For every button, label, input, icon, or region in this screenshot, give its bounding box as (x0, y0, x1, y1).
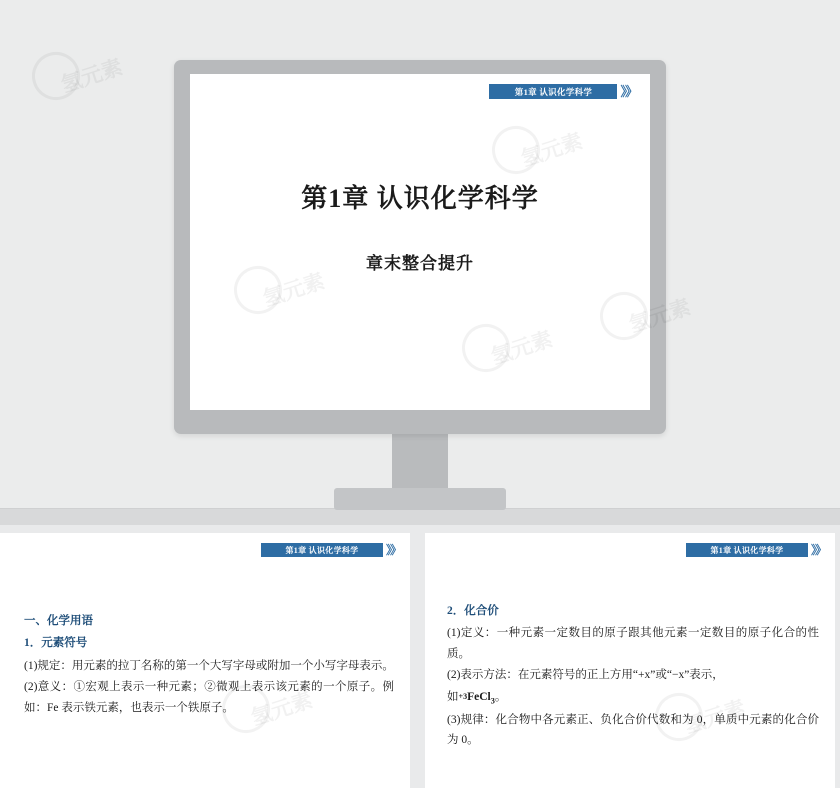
formula-symbol: FeCl (467, 690, 491, 703)
body-paragraph-1: (1)定义：一种元素一定数目的原子跟其他元素一定数目的原子化合的性质。 (447, 627, 819, 660)
body-paragraph-2-suffix: 。 (494, 690, 507, 703)
thumbnail-strip (0, 525, 840, 788)
desk-surface (0, 508, 840, 525)
body-paragraph-2 (447, 665, 819, 685)
body-paragraph-3: (3)规律：化合物中各元素正、负化合价代数和为 0，单质中元素的化合价为 0。 (447, 713, 819, 747)
watermark-ring-icon (456, 318, 516, 378)
slide-body-right (447, 601, 819, 752)
main-slide[interactable] (190, 74, 650, 410)
watermark-text: 氢元素 (488, 327, 556, 370)
body-paragraph-1: (1)规定：用元素的拉丁名称的第一个大写字母或附加一个小写字母表示。 (24, 659, 394, 672)
section-heading-1: 一、化学用语 (24, 615, 93, 627)
watermark-text: 氢元素 (260, 269, 328, 312)
section-heading-1: 2．化合价 (447, 605, 499, 617)
slide-title: 第1章 认识化学科学 (301, 184, 539, 213)
watermark-ring-icon (486, 120, 546, 180)
slide-header-ribbon (686, 543, 825, 557)
body-paragraph-2-cont (447, 687, 819, 709)
watermark-text: 氢元素 (248, 688, 316, 731)
watermark-text: 氢元素 (58, 55, 126, 98)
formula-subscript: 3 (490, 696, 495, 706)
section-heading-2: 1．元素符号 (24, 637, 88, 650)
slide-header-label: 第1章 认识化学科学 (489, 84, 617, 99)
monitor-stand-base (334, 488, 506, 510)
body-paragraph-2-prefix: 如 (447, 690, 459, 703)
watermark-text: 氢元素 (518, 129, 586, 172)
watermark-ring-icon (26, 46, 86, 106)
body-paragraph-2: (2)意义：①宏观上表示一种元素；②微观上表示该元素的一个原子。例如：Fe 表示铁元素，也表示一个铁原子。 (24, 681, 394, 714)
slide-subtitle: 章末整合提升 (366, 254, 474, 273)
chevron-right-icon: 》》 (810, 543, 825, 557)
monitor-stand-neck (392, 432, 448, 490)
chevron-right-icon: 》》 (385, 543, 400, 557)
slide-header-label: 第1章 认识化学科学 (261, 543, 383, 557)
watermark-text: 氢元素 (681, 696, 749, 739)
chevron-right-icon: 》》 (620, 84, 636, 99)
body-paragraph-2-text: (2)表示方法：在元素符号的正上方用“+x”或“−x”表示， (447, 669, 724, 682)
chemical-formula (458, 690, 495, 706)
slide-header-label: 第1章 认识化学科学 (686, 543, 808, 557)
slide-thumbnail-right[interactable] (425, 533, 835, 788)
slide-thumbnail-left[interactable] (0, 533, 410, 788)
slide-body-left (24, 611, 394, 719)
oxidation-number: +3 (458, 691, 468, 701)
monitor-frame (174, 60, 666, 434)
slide-header-ribbon (261, 543, 400, 557)
slide-header-ribbon (489, 84, 636, 99)
